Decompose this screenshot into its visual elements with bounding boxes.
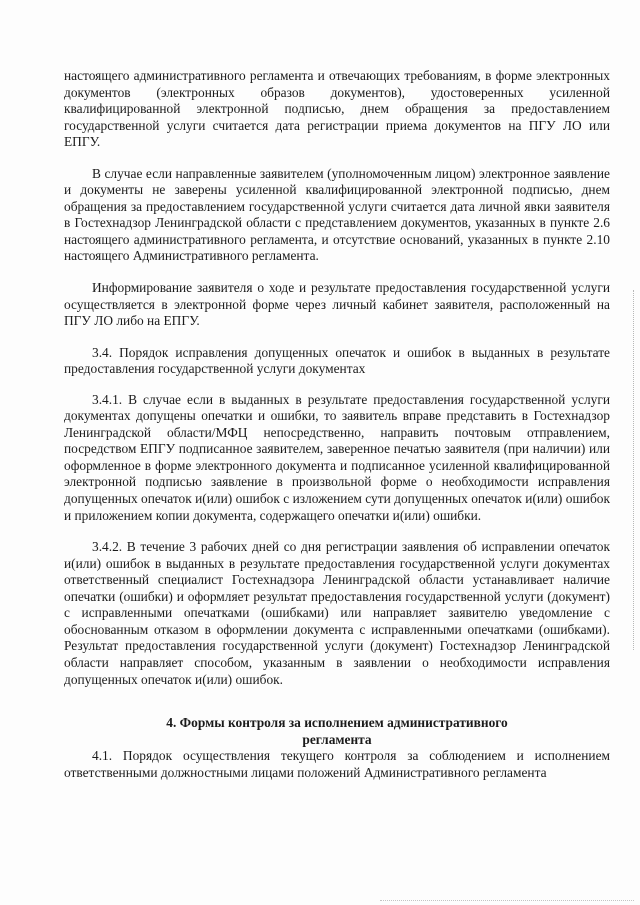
scan-edge-line <box>632 290 634 650</box>
paragraph-3-4-1: 3.4.1. В случае если в выданных в результате предоставления государственной услуги документах допущены опечатки и ошибки, то заявитель вправе представить в Гостехнадзор Ленинградской области/МФЦ непосредственно, направить почтовым отправлением, посредством ЕПГУ подписанное заявителем, заверенное печатью заявителя (при наличии) или оформленное в форме электронного документа и подписанное усиленной квалифицированной электронной подписью заявление в произвольной форме о необходимости исправления допущенных опечаток и(или) ошибок с изложением сути допущенных опечаток и(или) ошибок и приложением копии документа, содержащего опечатки и(или) ошибки. <box>64 391 610 523</box>
paragraph-electronic-signature: В случае если направленные заявителем (уполномоченным лицом) электронное заявление и документы не заверены усиленной квалифицированной электронной подписью, днем обращения за предоставлением государственной услуги считается дата личной явки заявителя в Гостехнадзор Ленинградской области с представлением документов, указанных в пункте 2.6 настоящего административного регламента, и отсутствие оснований, указанных в пункте 2.10 настоящего Административного регламента. <box>64 165 610 264</box>
paragraph-3-4-2: 3.4.2. В течение 3 рабочих дней со дня регистрации заявления об исправлении опечаток и(или) ошибок в выданных в результате предоставления государственной услуги документах ответственный специалист Гостехнадзора Ленинградской области устанавливает наличие опечатки (ошибки) и оформляет результат предоставления государственной услуги (документ) с исправленными опечатками (ошибками) или направляет заявителю уведомление с обоснованным отказом в оформлении документа с исправленными опечатками (ошибками). Результат предоставления государственной услуги (документ) Гостехнадзор Ленинградской области направляет способом, указанным в заявлении о необходимости исправления допущенных опечаток и(или) ошибок. <box>64 539 610 687</box>
document-body <box>64 68 610 781</box>
paragraph-continuation: настоящего административного регламента и отвечающих требованиям, в форме электронных документов (электронных образов документов), удостоверенных усиленной квалифицированной электронной подписью, днем обращения за предоставлением государственной услуги считается дата регистрации приема документов на ПГУ ЛО или ЕПГУ. <box>64 68 610 150</box>
section-4-heading <box>64 715 610 748</box>
paragraph-4-1: 4.1. Порядок осуществления текущего контроля за соблюдением и исполнением ответственными должностными лицами положений Административного регламента <box>64 748 610 780</box>
section-4-heading-line1: 4. Формы контроля за исполнением административного <box>166 715 508 731</box>
scan-bottom-line <box>380 899 634 901</box>
section-3-4-title: 3.4. Порядок исправления допущенных опечаток и ошибок в выданных в результате предоставления государственной услуги документах <box>64 344 610 377</box>
paragraph-informing: Информирование заявителя о ходе и результате предоставления государственной услуги осуществляется в электронной форме через личный кабинет заявителя, расположенный на ПГУ ЛО либо на ЕПГУ. <box>64 280 610 329</box>
section-4-heading-line2: регламента <box>302 731 372 747</box>
